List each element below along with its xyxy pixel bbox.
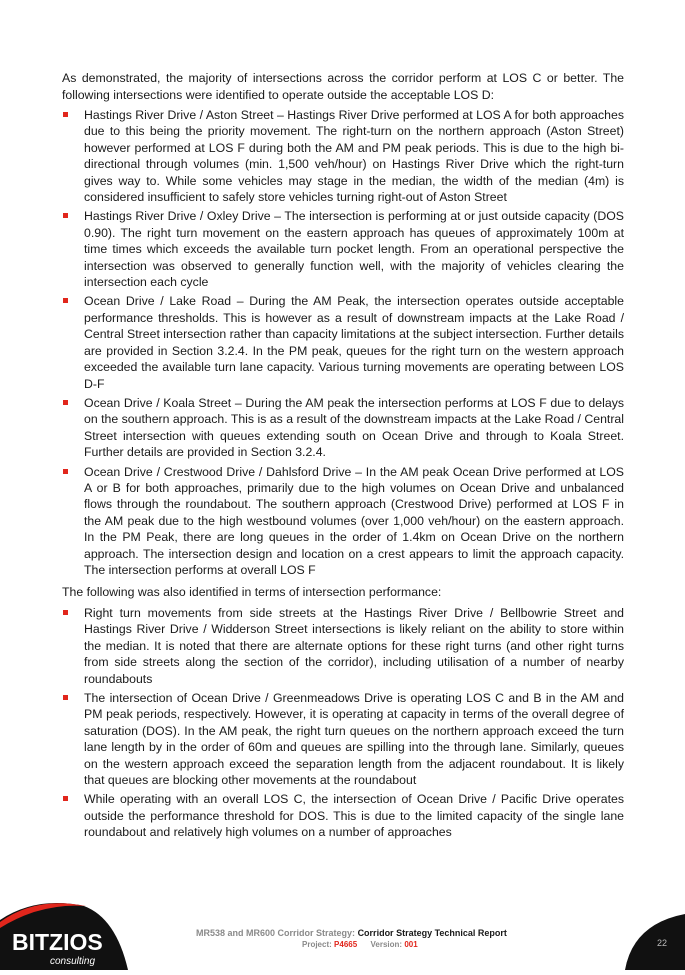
bullet-icon xyxy=(63,400,68,405)
list-item-text: Ocean Drive / Lake Road – During the AM Peak, the intersection operates outside acceptable performance thresholds. This is however as a result of downstream impacts at the Lake Road / Central Street intersection rather than capacity limitations at the subject intersection. Further details are provided in Section 3.2.4. In the PM peak, queues for the right turn on the western approach exceeded the available turn lane capacity. Various turning movements are operating between LOS D-F xyxy=(84,294,624,391)
footer-report-name: Corridor Strategy Technical Report xyxy=(357,928,507,938)
performance-list xyxy=(62,605,624,841)
bullet-icon xyxy=(63,298,68,303)
page-body xyxy=(62,70,624,847)
company-logo xyxy=(0,892,132,970)
intro-paragraph: As demonstrated, the majority of intersections across the corridor perform at LOS C or better. The following intersections were identified to operate outside the acceptable LOS D: xyxy=(62,71,624,102)
list-item-text: Hastings River Drive / Aston Street – Hastings River Drive performed at LOS A for both approaches due to this being the priority movement. The right-turn on the northern approach (Aston Street) however performed at LOS F during both the AM and PM peak periods. This is due to the high bi-directional through volumes (min. 1,500 veh/hour) on Hastings River Drive which the right-turn gives way to. While some vehicles may stage in the median, the width of the median (4m) is considered insufficient to safely store vehicles turning right-out of Aston Street xyxy=(84,108,624,205)
logo-subtext: consulting xyxy=(50,956,96,967)
bullet-icon xyxy=(63,469,68,474)
list-item-text: Ocean Drive / Crestwood Drive / Dahlsford Drive – In the AM peak Ocean Drive performed at LOS A or B for both approaches, primarily due to the high volumes on Ocean Drive and unbalanced flows through the roundabout. The southern approach (Crestwood Drive) performed at LOS F in the AM peak due to the high westbound volumes (over 1,000 veh/hour) on the eastern approach. In the PM Peak, there are long queues in the order of 1.4km on Ocean Drive on the northern approach. The intersection design and location on a crest appears to limit the approach capacity. The intersection performs at overall LOS F xyxy=(84,464,624,577)
list-item xyxy=(62,395,624,461)
los-issue-list xyxy=(62,107,624,578)
list-item xyxy=(62,791,624,840)
footer-strategy-name: MR538 and MR600 Corridor Strategy: xyxy=(196,928,356,938)
footer-document-title xyxy=(196,928,556,938)
list-item-text: Ocean Drive / Koala Street – During the AM peak the intersection performs at LOS F due to delays on the southern approach. This is as a result of the downstream impacts at the Lake Road / Central Street intersection with queues extending south on Ocean Drive and through to Koala Street. Further details are provided in Section 3.2.4. xyxy=(84,395,624,460)
list-item xyxy=(62,464,624,579)
logo-icon xyxy=(0,892,132,970)
bullet-icon xyxy=(63,610,68,615)
list-item-text: The intersection of Ocean Drive / Greenmeadows Drive is operating LOS C and B in the AM and PM peak periods, respectively. However, it is operating at capacity in terms of the overall degree of saturation (DOS). In the AM peak, the right turn queues on the northern approach exceed the turn lane length by in the order of 60m and queues are spilling into the through lane. Similarly, queues on the western approach exceed the separation length from the adjacent roundabout. It is likely that queues are blocking other movements at the roundabout xyxy=(84,690,624,787)
bullet-icon xyxy=(63,695,68,700)
list-item xyxy=(62,605,624,687)
list-item xyxy=(62,293,624,391)
secondary-intro-paragraph: The following was also identified in terms of intersection performance: xyxy=(62,585,442,600)
list-item xyxy=(62,107,624,205)
bullet-icon xyxy=(63,796,68,801)
bullet-icon xyxy=(63,112,68,117)
page-corner-shape xyxy=(625,914,685,970)
list-item-text: Right turn movements from side streets at the Hastings River Drive / Bellbowrie Street and Hastings River Drive / Widderson Street intersections is likely reliant on the ability to store within the median. It is noted that there are alternate options for these right turns (and other right turns from side streets along the section of the corridor), including utilisation of a number of nearby roundabouts xyxy=(84,605,624,686)
logo-text: BITZIOS xyxy=(12,929,103,955)
list-item xyxy=(62,690,624,788)
project-value: P4665 xyxy=(334,940,358,949)
version-label: Version: xyxy=(370,940,403,949)
footer-project-info xyxy=(302,940,418,949)
version-value: 001 xyxy=(404,940,418,949)
bullet-icon xyxy=(63,213,68,218)
page-number: 22 xyxy=(657,938,668,948)
list-item-text: While operating with an overall LOS C, the intersection of Ocean Drive / Pacific Drive operates outside the performance threshold for DOS. This is due to the limited capacity of the single lane roundabout and relatively high volumes on a number of approaches xyxy=(84,792,624,840)
list-item-text: Hastings River Drive / Oxley Drive – The intersection is performing at or just outside capacity (DOS 0.90). The right turn movement on the eastern approach has queues of approximately 100m at time times which exceeds the available turn pocket length. From an operational perspective the intersection was observed to generally function well, with the majority of vehicles clearing the intersection each cycle xyxy=(84,209,624,290)
list-item xyxy=(62,208,624,290)
project-label: Project: xyxy=(302,940,332,949)
